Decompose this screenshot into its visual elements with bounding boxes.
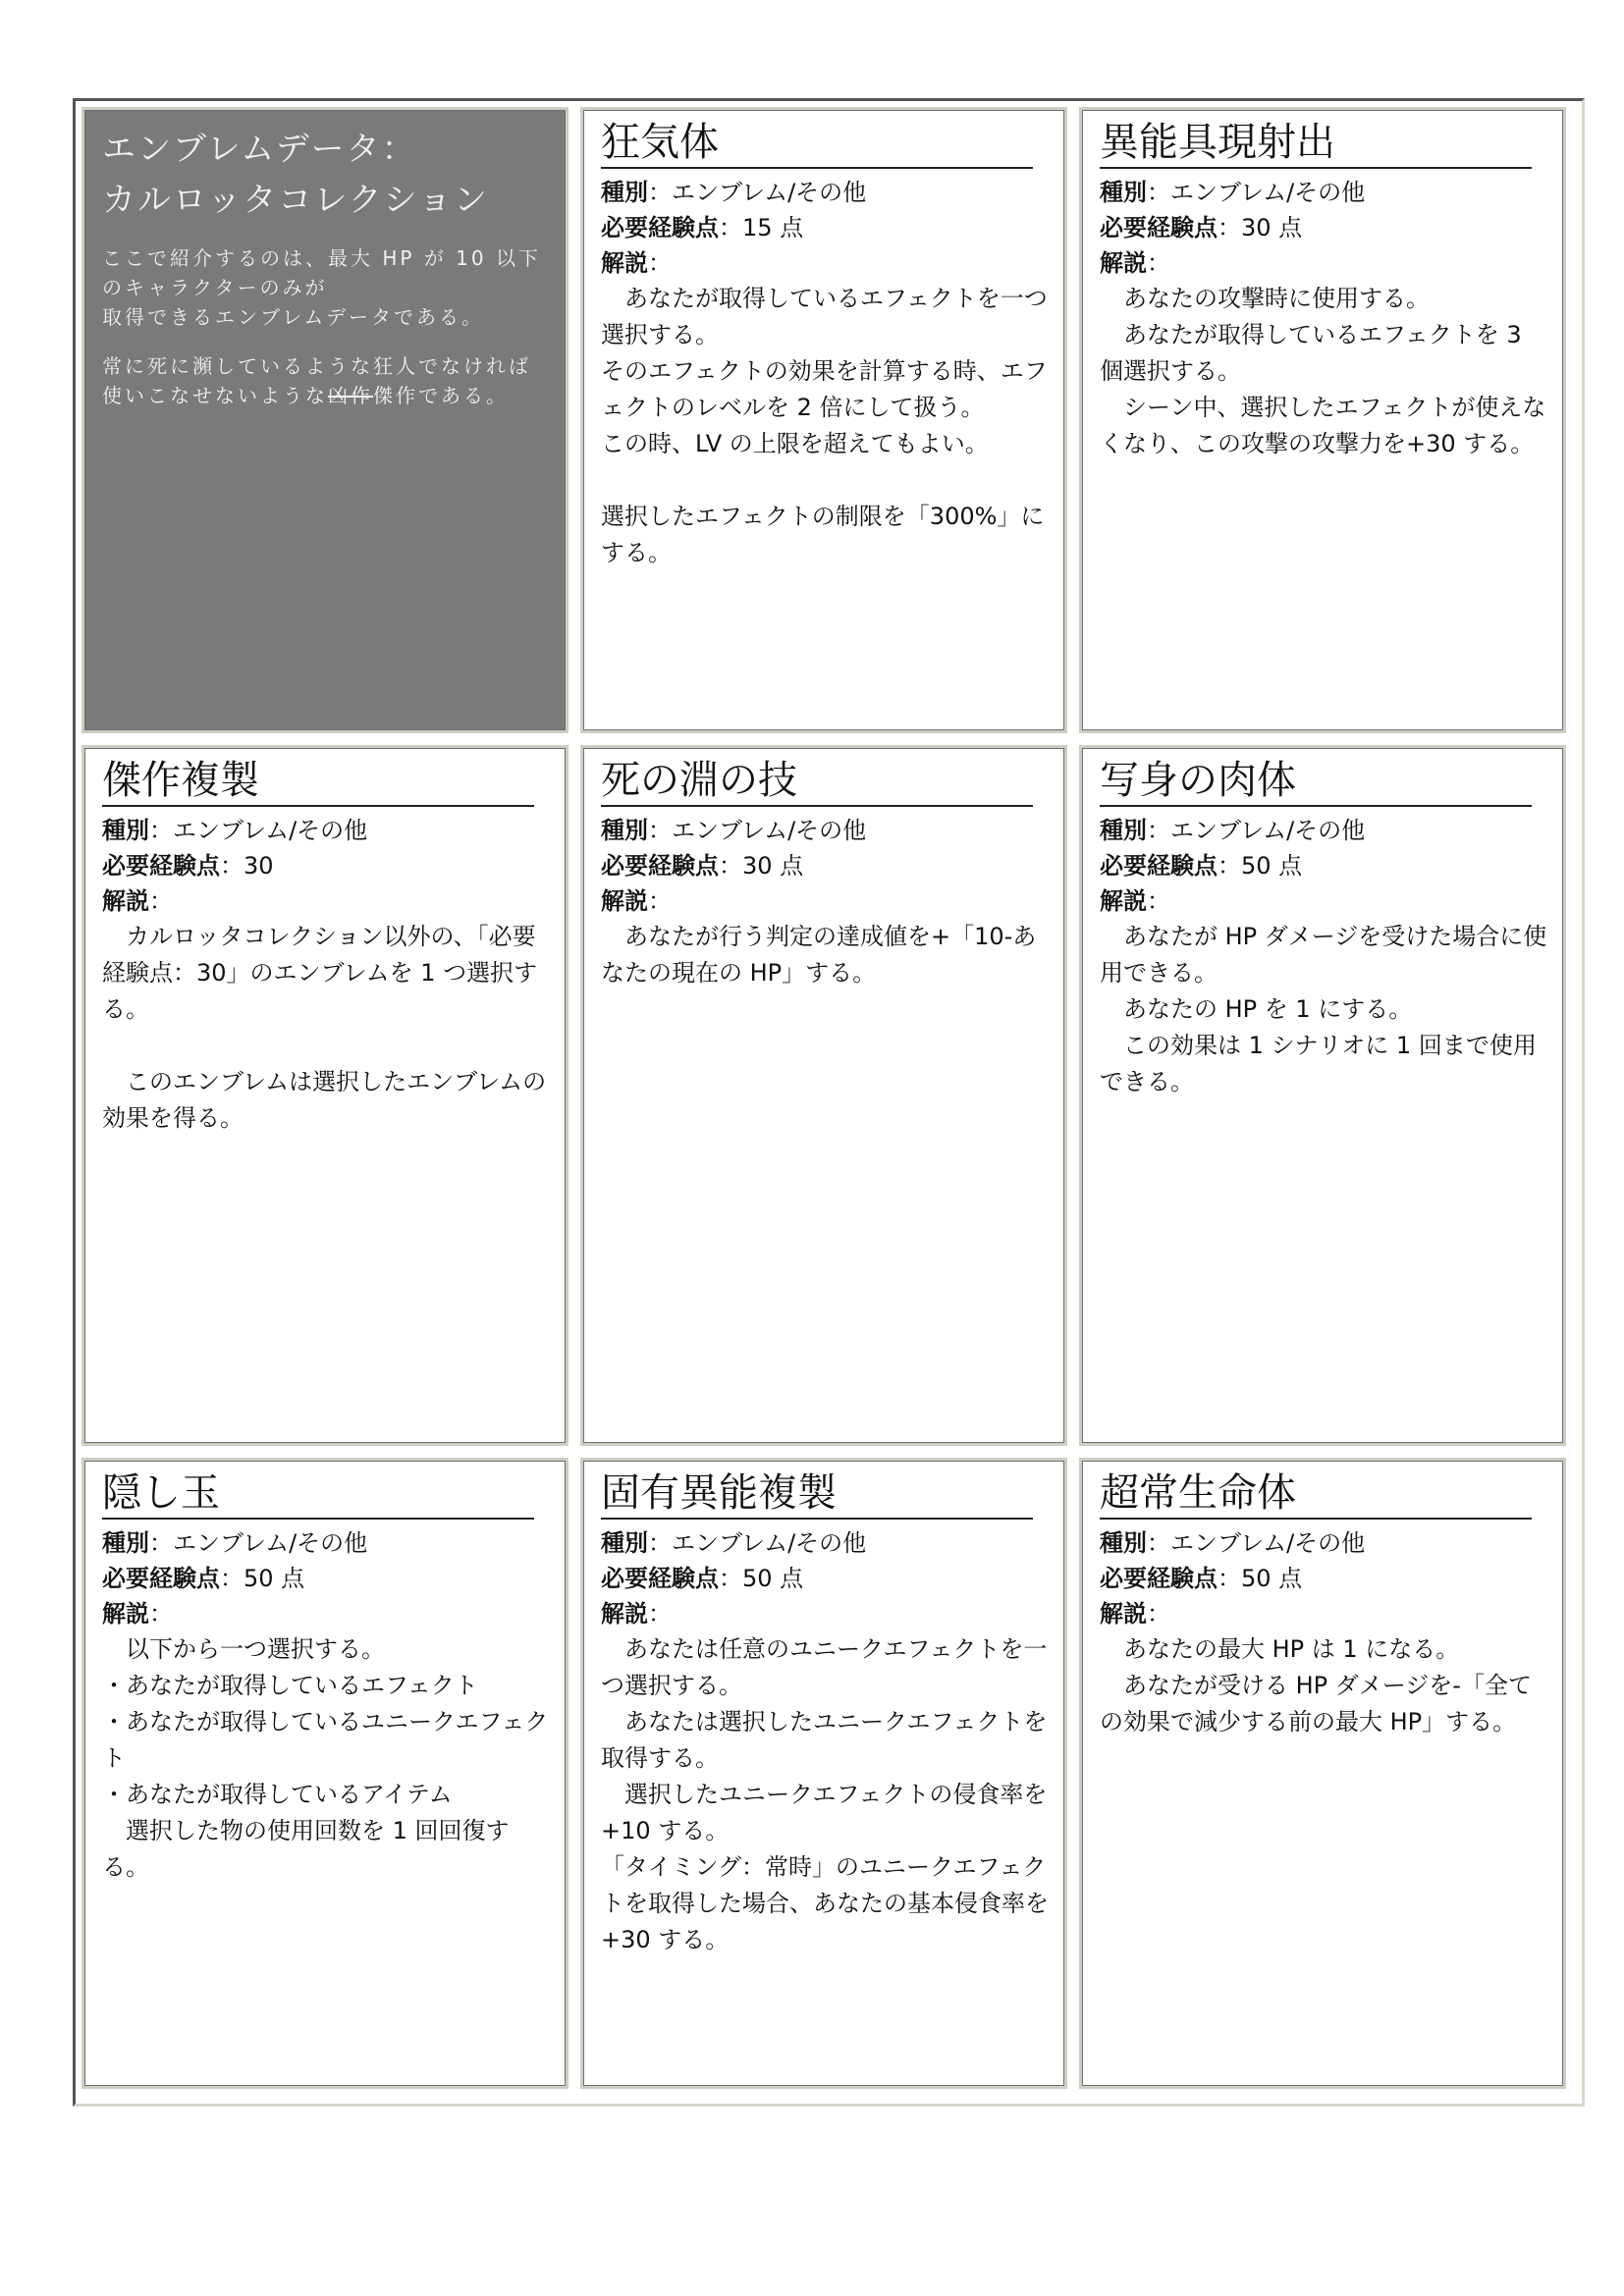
exp-value: ：50 点: [220, 1565, 305, 1592]
emblem-type: [1100, 1525, 1547, 1561]
type-label: 種別: [601, 179, 648, 206]
type-value: ：エンブレム/その他: [1147, 1529, 1366, 1557]
emblem-name: 超常生命体: [1100, 1468, 1532, 1520]
emblem-name: 写身の肉体: [1100, 756, 1532, 807]
emblem-description: あなたの最大 HP は 1 になる。 あなたが受ける HP ダメージを-「全ての効果で減少する前の最大 HP」する。: [1100, 1635, 1532, 1735]
emblem-card-koyu-inou-fukusei: [580, 1458, 1067, 2089]
desc-colon: ：: [149, 887, 173, 915]
emblem-name: 異能具現射出: [1100, 118, 1532, 169]
exp-label: 必要経験点: [1100, 1565, 1218, 1592]
emblem-grid: [81, 107, 1576, 2098]
emblem-exp: [102, 1561, 550, 1596]
desc-colon: ：: [648, 887, 672, 915]
desc-colon: ：: [648, 1600, 672, 1628]
emblem-exp: [102, 848, 550, 883]
emblem-type: [102, 1525, 550, 1561]
emblem-description: あなたが HP ダメージを受けた場合に使用できる。 あなたの HP を 1 にする。 この効果は 1 シナリオに 1 回まで使用できる。: [1100, 923, 1547, 1095]
desc-label: 解説: [1100, 249, 1147, 277]
exp-value: ：30 点: [1218, 214, 1303, 241]
desc-label: 解説: [1100, 887, 1147, 915]
type-label: 種別: [1100, 179, 1147, 206]
desc-label: 解説: [102, 887, 149, 915]
desc-colon: ：: [1147, 249, 1170, 277]
exp-value: ：15 点: [719, 214, 804, 241]
desc-colon: ：: [1147, 1600, 1170, 1628]
type-label: 種別: [601, 817, 648, 844]
desc-colon: ：: [149, 1600, 173, 1628]
emblem-name: 傑作複製: [102, 756, 534, 807]
emblem-name: 固有異能複製: [601, 1468, 1033, 1520]
emblem-type: [1100, 175, 1547, 210]
emblem-type: [102, 813, 550, 848]
exp-label: 必要経験点: [1100, 852, 1218, 880]
emblem-desc-heading: [102, 883, 550, 919]
desc-colon: ：: [1147, 887, 1170, 915]
emblem-desc-heading: [601, 1596, 1049, 1631]
emblem-card-kessaku-fukusei: [81, 745, 568, 1446]
exp-label: 必要経験点: [601, 1565, 719, 1592]
type-value: ：エンブレム/その他: [1147, 817, 1366, 844]
emblem-card-kyokitai: [580, 107, 1067, 733]
emblem-name: 狂気体: [601, 118, 1033, 169]
desc-colon: ：: [648, 249, 672, 277]
intro-panel: [81, 107, 568, 733]
emblem-card-shi-no-fuchi-no-waza: [580, 745, 1067, 1446]
exp-value: ：30 点: [719, 852, 804, 880]
desc-label: 解説: [601, 1600, 648, 1628]
type-value: ：エンブレム/その他: [149, 817, 368, 844]
intro-paragraph-2-after: 傑作である。: [373, 384, 509, 407]
desc-label: 解説: [601, 249, 648, 277]
emblem-desc-heading: [601, 883, 1049, 919]
type-value: ：エンブレム/その他: [648, 817, 867, 844]
type-label: 種別: [102, 817, 149, 844]
emblem-card-kakushidama: [81, 1458, 568, 2089]
emblem-desc-heading: [1100, 883, 1547, 919]
intro-paragraph-2: [102, 351, 546, 410]
type-label: 種別: [601, 1529, 648, 1557]
emblem-description: あなたが取得しているエフェクトを一つ選択する。 そのエフェクトの効果を計算する時、エフェクトのレベルを 2 倍にして扱う。 この時、LV の上限を超えてもよい。 選択したエフェクトの制限を「300%」にする。: [601, 285, 1048, 566]
type-value: ：エンブレム/その他: [648, 179, 867, 206]
emblem-desc-heading: [102, 1596, 550, 1631]
emblem-description: カルロッタコレクション以外の、「必要経験点：30」のエンブレムを 1 つ選択する。 このエンブレムは選択したエンブレムの効果を得る。: [102, 923, 547, 1132]
emblem-description: あなたの攻撃時に使用する。 あなたが取得しているエフェクトを 3 個選択する。 シーン中、選択したエフェクトが使えなくなり、この攻撃の攻撃力を+30 する。: [1100, 285, 1546, 457]
exp-label: 必要経験点: [102, 1565, 220, 1592]
exp-value: ：50 点: [1218, 1565, 1303, 1592]
exp-value: ：50 点: [719, 1565, 804, 1592]
emblem-type: [601, 175, 1049, 210]
desc-label: 解説: [1100, 1600, 1147, 1628]
exp-value: ：30: [220, 852, 274, 880]
emblem-exp: [1100, 210, 1547, 245]
desc-label: 解説: [102, 1600, 149, 1628]
emblem-description: あなたが行う判定の達成値を+「10-あなたの現在の HP」する。: [601, 923, 1037, 987]
page-frame: [73, 98, 1585, 2107]
emblem-card-inou-gugen-shashutsu: [1079, 107, 1566, 733]
intro-title-line1: エンブレムデータ：: [102, 130, 417, 169]
emblem-type: [1100, 813, 1547, 848]
exp-label: 必要経験点: [102, 852, 220, 880]
intro-paragraph-2-before: 常に死に瀕しているような狂人でなければ使いこなせないような: [102, 354, 531, 407]
emblem-name: 死の淵の技: [601, 756, 1033, 807]
exp-label: 必要経験点: [1100, 214, 1218, 241]
intro-struck-word: 凶作: [328, 384, 373, 407]
type-label: 種別: [1100, 817, 1147, 844]
emblem-desc-heading: [1100, 245, 1547, 281]
emblem-exp: [601, 1561, 1049, 1596]
emblem-exp: [601, 848, 1049, 883]
emblem-exp: [1100, 848, 1547, 883]
emblem-name: 隠し玉: [102, 1468, 534, 1520]
intro-paragraph-1: ここで紹介するのは、最大 HP が 10 以下のキャラクターのみが 取得できるエンブレムデータである。: [102, 246, 541, 329]
emblem-description: 以下から一つ選択する。 ・あなたが取得しているエフェクト ・あなたが取得しているユニークエフェクト ・あなたが取得しているアイテム 選択した物の使用回数を 1 回回復する。: [102, 1635, 549, 1881]
emblem-type: [601, 1525, 1049, 1561]
type-label: 種別: [102, 1529, 149, 1557]
exp-value: ：50 点: [1218, 852, 1303, 880]
desc-label: 解説: [601, 887, 648, 915]
intro-title-line2: カルロッタコレクション: [102, 181, 489, 220]
type-value: ：エンブレム/その他: [1147, 179, 1366, 206]
type-label: 種別: [1100, 1529, 1147, 1557]
emblem-exp: [601, 210, 1049, 245]
type-value: ：エンブレム/その他: [149, 1529, 368, 1557]
emblem-desc-heading: [1100, 1596, 1547, 1631]
emblem-card-utsushimi-no-nikutai: [1079, 745, 1566, 1446]
emblem-type: [601, 813, 1049, 848]
emblem-card-chojo-seimeitai: [1079, 1458, 1566, 2089]
exp-label: 必要経験点: [601, 214, 719, 241]
emblem-desc-heading: [601, 245, 1049, 281]
emblem-exp: [1100, 1561, 1547, 1596]
type-value: ：エンブレム/その他: [648, 1529, 867, 1557]
exp-label: 必要経験点: [601, 852, 719, 880]
emblem-description: あなたは任意のユニークエフェクトを一つ選択する。 あなたは選択したユニークエフェクトを取得する。 選択したユニークエフェクトの侵食率を+10 する。 「タイミング：常時」のユニークエフェクトを取得した場合、あなたの基本侵食率を+30 する。: [601, 1635, 1049, 1953]
intro-title: [102, 124, 546, 226]
